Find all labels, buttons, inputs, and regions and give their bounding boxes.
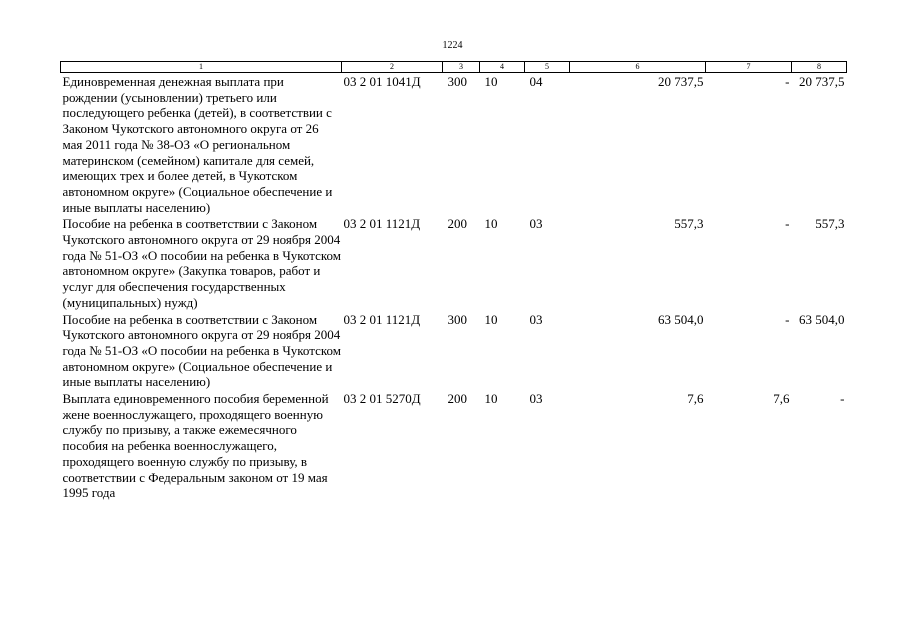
- row-amount-total: 557,3: [674, 216, 704, 232]
- table-row: [61, 311, 847, 391]
- row-section: 10: [484, 74, 498, 89]
- column-header-5: 5: [525, 62, 570, 73]
- row-amount-total: 63 504,0: [658, 311, 704, 327]
- row-section: 10: [484, 391, 498, 407]
- row-amount-total: 7,6: [687, 391, 704, 407]
- table-row: [61, 215, 847, 310]
- budget-table: [60, 61, 847, 501]
- column-header-1: 1: [61, 62, 342, 73]
- row-expense-type: 300: [447, 74, 467, 89]
- row-subsection: 03: [529, 216, 543, 232]
- row-amount-federal: -: [785, 216, 790, 232]
- row-description: Выплата единовременного пособия беременной жене военнослужащего, проходящего военную службу по призыву, а также ежемесячного пособия на ребенка военнослужащего, проходящего военную службу по призыву, в соответствии с Федеральным законом от 19 мая 1995 года: [62, 391, 329, 501]
- row-description: Пособие на ребенка в соответствии с Законом Чукотского автономного округа от 29 ноября 2004 года № 51-ОЗ «О пособии на ребенка в Чукотском автономном округе» (Социальное обеспечение и иные выплаты населению): [62, 311, 341, 390]
- column-header-3: 3: [443, 62, 480, 73]
- row-amount-federal: -: [785, 74, 790, 89]
- row-subsection: 03: [529, 311, 543, 327]
- row-amount-regional: -: [840, 391, 845, 407]
- row-amount-regional: 20 737,5: [799, 74, 845, 89]
- page-number: 1224: [442, 40, 463, 51]
- header-row: [61, 62, 847, 73]
- column-header-7: 7: [706, 62, 792, 73]
- row-description: Единовременная денежная выплата при рождении (усыновлении) третьего или последующего ребенка (детей), в соответствии с Законом Чукотского автономного округа от 26 мая 2011 года № 38-ОЗ «О региональном материнском (семейном) капитале для семей, имеющих трех и более детей, в Чукотском автономном округе» (Социальное обеспечение и иные выплаты населению): [62, 74, 333, 215]
- row-target-code: 03 2 01 1121Д: [343, 311, 421, 327]
- row-expense-type: 200: [447, 216, 467, 232]
- row-expense-type: 200: [447, 391, 467, 407]
- row-amount-federal: 7,6: [773, 391, 790, 407]
- row-section: 10: [484, 311, 498, 327]
- column-header-4: 4: [480, 62, 525, 73]
- row-target-code: 03 2 01 1121Д: [343, 216, 421, 232]
- row-subsection: 03: [529, 391, 543, 407]
- column-header-8: 8: [792, 62, 847, 73]
- table-row: [61, 390, 847, 501]
- row-amount-total: 20 737,5: [658, 74, 704, 89]
- table-row: [61, 73, 847, 216]
- row-amount-regional: 557,3: [815, 216, 845, 232]
- row-target-code: 03 2 01 5270Д: [343, 391, 421, 407]
- column-header-2: 2: [342, 62, 443, 73]
- row-section: 10: [484, 216, 498, 232]
- row-description: Пособие на ребенка в соответствии с Законом Чукотского автономного округа от 29 ноября 2004 года № 51-ОЗ «О пособии на ребенка в Чукотском автономном округе» (Закупка товаров, работ и услуг для обеспечения государственных (муниципальных) нужд): [62, 216, 341, 310]
- row-amount-federal: -: [785, 311, 790, 327]
- row-expense-type: 300: [447, 311, 467, 327]
- row-amount-regional: 63 504,0: [799, 311, 845, 327]
- row-target-code: 03 2 01 1041Д: [343, 74, 421, 89]
- column-header-6: 6: [570, 62, 706, 73]
- row-subsection: 04: [529, 74, 543, 89]
